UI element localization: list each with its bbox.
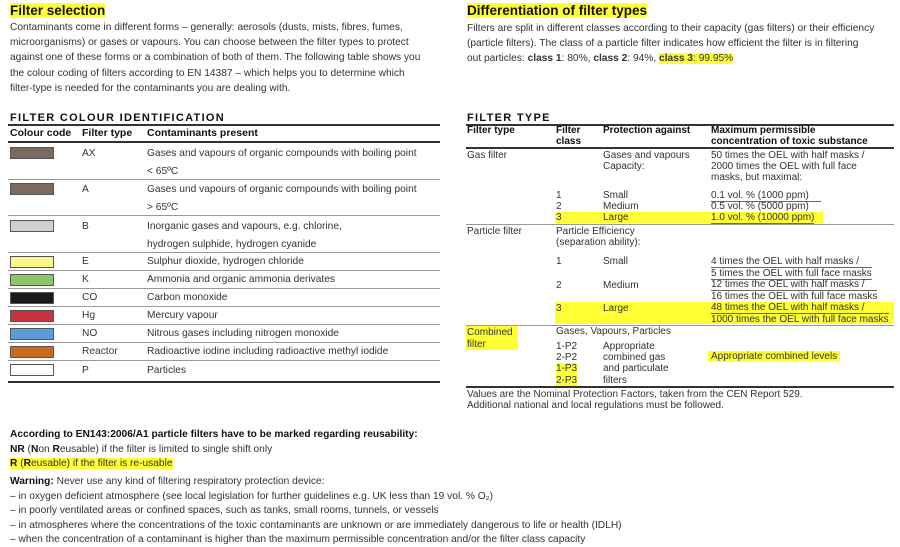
row-divider: [8, 306, 440, 307]
differentiation-title: Differentiation of filter types: [467, 3, 648, 18]
desc-b: Inorganic gases and vapours, e.g. chlorine, hydrogen sulphide, hydrogen cyanide: [147, 221, 342, 250]
gas-class-2: 2: [556, 201, 562, 212]
gas-max-1: 0.1 vol. % (1000 ppm): [711, 190, 821, 202]
filter-table-footnote: Values are the Nominal Protection Factors, taken from the CEN Report 529. Additional national and local regulations must be followed.: [467, 389, 803, 412]
swatch-b: [10, 220, 54, 232]
particle-protect: Particle Efficiency (separation ability):: [556, 226, 641, 249]
row-divider: [8, 270, 440, 271]
filter-selection-intro: Contaminants come in different forms – generally: aerosols (dusts, mists, fibres, fumes, microorganisms) or gases or vapours. You can choose between the filter types to protect against one of these forms or a combination of both of them. The following table shows you the colour coding of filters according to EN 14387 – which helps you to determine which filter-type is needed for the contaminants you are dealing with.: [10, 22, 421, 94]
colour-table-top-rule: [8, 124, 440, 126]
particle-combined-divider: [466, 325, 894, 326]
row-divider: [8, 179, 440, 180]
desc-ax: Gases and vapours of organic compounds with boiling point < 65ºC: [147, 148, 417, 177]
desc-a: Gases und vapours of organic compounds with boiling point > 65ºC: [147, 184, 417, 213]
filter-selection-title: Filter selection: [10, 3, 106, 18]
particle-class-3: 3: [556, 303, 562, 314]
row-divider: [8, 360, 440, 361]
type-co: CO: [82, 292, 98, 303]
swatch-k: [10, 274, 54, 286]
combined-levels: Appropriate combined levels: [708, 351, 840, 362]
particle-filter-label: Particle filter: [467, 226, 523, 237]
swatch-a: [10, 183, 54, 195]
row-divider: [8, 215, 440, 216]
swatch-p: [10, 364, 54, 376]
swatch-hg: [10, 310, 54, 322]
col-ft-class: Filter class: [556, 125, 582, 147]
combined-protect-head: Gases, Vapours, Particles: [556, 326, 671, 337]
r-note: R (Reusable) if the filter is re-usable: [10, 458, 173, 469]
type-a: A: [82, 184, 89, 195]
gas-size-2: Medium: [603, 201, 639, 212]
particle-size-1: Small: [603, 256, 629, 267]
gas-max-3: 1.0 vol. % (10000 ppm): [711, 212, 815, 223]
row-divider: [8, 342, 440, 343]
type-k: K: [82, 274, 89, 285]
particle-max-2: 12 times the OEL with half masks / 16 times the OEL with full face masks: [711, 279, 878, 303]
colour-table-bottom-rule: [8, 381, 440, 383]
desc-p: Particles: [147, 365, 187, 376]
swatch-reactor: [10, 346, 54, 358]
filter-table-head-rule: [466, 147, 894, 149]
type-e: E: [82, 256, 89, 267]
row-divider: [8, 288, 440, 289]
combined-filter-label: Combined filter: [466, 326, 518, 350]
colour-table-head-rule: [8, 141, 440, 143]
row-divider: [8, 324, 440, 325]
col-ft-max: Maximum permissible concentration of toxic substance: [711, 125, 868, 147]
combined-appropriate: Appropriate combined gas and particulate filters: [603, 341, 669, 386]
gas-class-3: 3: [556, 212, 562, 223]
gas-particle-divider: [466, 224, 894, 225]
col-colour-code: Colour code: [10, 127, 72, 139]
type-b: B: [82, 221, 89, 232]
colour-table-title: FILTER COLOUR IDENTIFICATION: [10, 112, 226, 124]
particle-size-3: Large: [603, 303, 629, 314]
swatch-e: [10, 256, 54, 268]
row-divider: [8, 252, 440, 253]
gas-max-2: 0.5 vol. % (5000 ppm): [711, 201, 821, 213]
particle-size-2: Medium: [603, 280, 639, 291]
gas-class-1: 1: [556, 190, 562, 201]
swatch-co: [10, 292, 54, 304]
desc-reactor: Radioactive iodine including radioactive methyl iodide: [147, 346, 389, 357]
type-ax: AX: [82, 148, 96, 159]
desc-no: Nitrous gases including nitrogen monoxide: [147, 328, 339, 339]
filter-table-bottom-rule: [466, 386, 894, 388]
col-ft-type: Filter type: [467, 125, 515, 136]
desc-e: Sulphur dioxide, hydrogen chloride: [147, 256, 304, 267]
type-hg: Hg: [82, 310, 96, 321]
swatch-ax: [10, 147, 54, 159]
differentiation-intro: Filters are split in different classes according to their capacity (gas filters) or their efficiency (particle filters). The class of a particle filter indicates how efficient the filter is in filtering out particles: class 1: 80%, class 2: 94%, class 3: 99.95%: [467, 23, 875, 65]
particle-class-1: 1: [556, 256, 562, 267]
gas-filter-label: Gas filter: [467, 150, 508, 161]
desc-co: Carbon monoxide: [147, 292, 228, 303]
particle-max-3: 48 times the OEL with half masks / 1000 times the OEL with full face masks: [711, 302, 889, 326]
warning-notes: Warning: Never use any kind of filtering respiratory protection device: – in oxygen deficient atmosphere (see local legislation for further guidelines e.g. UK less than 19 vol. % O₂) – in poorly ventilated areas or confined spaces, such as tanks, small rooms, tunnels, or vessels – in atmospheres where the concentrations of the toxic contaminants are unknown or are immediately dangerous to life or health (IDLH) – when the concentration of a contaminant is higher than the maximum permissible concentration and/or the filter class capacity: [10, 476, 622, 545]
col-ft-protect: Protection against: [603, 125, 691, 136]
reusability-notes: According to EN143:2006/A1 particle filters have to be marked regarding reusability: NR (Non Reusable) if the filter is limited to single shift only R (Reusable) if the filter is re-usable: [10, 428, 890, 472]
desc-k: Ammonia and organic ammonia derivates: [147, 274, 335, 285]
col-contaminants: Contaminants present: [147, 127, 258, 139]
col-filter-type: Filter type: [82, 127, 133, 139]
swatch-no: [10, 328, 54, 340]
particle-class-2: 2: [556, 280, 562, 291]
gas-max: 50 times the OEL with half masks / 2000 times the OEL with full face masks, but maximal:: [711, 150, 865, 184]
combined-classes: 1-P2 2-P2 1-P3 2-P3: [556, 341, 578, 386]
particle-max-1: 4 times the OEL with half masks / 5 times the OEL with full face masks: [711, 256, 872, 280]
type-p: P: [82, 365, 89, 376]
filter-type-table-title: FILTER TYPE: [467, 112, 551, 124]
type-no: NO: [82, 328, 98, 339]
gas-size-3: Large: [603, 212, 629, 223]
type-reactor: Reactor: [82, 346, 118, 357]
gas-size-1: Small: [603, 190, 629, 201]
nr-note: NR (Non Reusable) if the filter is limited to single shift only: [10, 443, 273, 455]
gas-protect: Gases and vapours Capacity:: [603, 150, 690, 173]
desc-hg: Mercury vapour: [147, 310, 218, 321]
